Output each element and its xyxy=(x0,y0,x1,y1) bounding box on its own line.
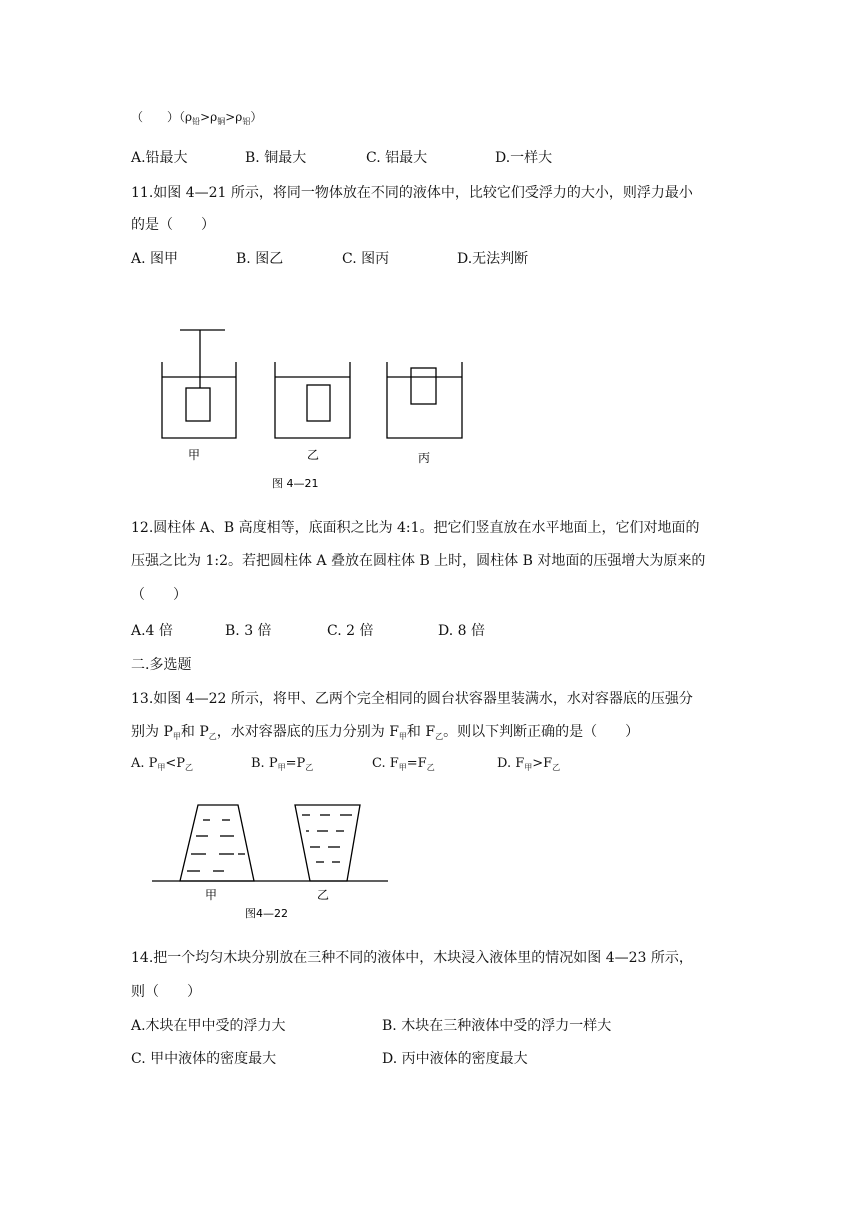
q10-option-d: D.一样大 xyxy=(495,150,553,166)
q11-option-c: C. 图丙 xyxy=(342,251,390,267)
q13-option-a: A. $P_甲<P_乙$ xyxy=(131,756,194,772)
q10-stem: （ ）$(\rho_铅>\rho_铜>\rho_铝)$ xyxy=(131,110,263,126)
q13-line2: 别为 $P_甲$和 $P_乙$，水对容器底的压力分别为 $F_甲$和 $F_乙$。则以下判断正确的是（ ） xyxy=(131,724,640,741)
fig22-label-yi: 乙 xyxy=(317,888,330,902)
q10-option-b: B. 铜最大 xyxy=(245,150,307,166)
section-title-multi-choice: 二.多选题 xyxy=(131,657,192,673)
fig21-caption: 图 4—21 xyxy=(272,477,319,490)
q12-line2: 压强之比为 1:2。若把圆柱体 A 叠放在圆柱体 B 上时，圆柱体 B 对地面的压强增大为原来的 xyxy=(131,553,706,569)
q11-option-d: D.无法判断 xyxy=(457,251,529,267)
q14-option-d: D. 丙中液体的密度最大 xyxy=(382,1051,528,1067)
q11-option-a: A. 图甲 xyxy=(131,251,179,267)
rho-symbol: ρ xyxy=(185,110,193,124)
q14-option-a: A.木块在甲中受的浮力大 xyxy=(131,1018,286,1034)
q13-option-d: D. $F_甲>F_乙$ xyxy=(497,756,561,772)
sub-copper: 铜 xyxy=(217,117,226,126)
fig22-label-jia: 甲 xyxy=(205,888,218,902)
q14-line2: 则（ ） xyxy=(131,984,201,1000)
fig21-label-yi: 乙 xyxy=(307,448,320,462)
q12-option-a: A.4 倍 xyxy=(131,623,173,639)
q10-option-c: C. 铝最大 xyxy=(366,150,428,166)
q12-option-c: C. 2 倍 xyxy=(327,623,374,639)
q12-line1: 12.圆柱体 A、B 高度相等，底面积之比为 4:1。把它们竖直放在水平地面上，它们对地面的 xyxy=(131,520,700,536)
figure-4-21 xyxy=(150,322,480,492)
q13-option-c: C. $F_甲=F_乙$ xyxy=(372,756,435,772)
q10-paren: （ ）（ xyxy=(131,110,186,124)
fig22-caption: 图4—22 xyxy=(245,907,288,920)
sub-al: 铝 xyxy=(242,117,251,126)
q13-line1: 13.如图 4—22 所示，将甲、乙两个完全相同的圆台状容器里装满水，水对容器底的压强分 xyxy=(131,691,693,707)
q11-line2: 的是（ ） xyxy=(131,217,215,233)
fig21-label-jia: 甲 xyxy=(188,448,201,462)
q14-option-c: C. 甲中液体的密度最大 xyxy=(131,1051,277,1067)
q11-line1: 11.如图 4—21 所示，将同一物体放在不同的液体中，比较它们受浮力的大小，则浮力最小 xyxy=(131,185,693,201)
fig21-label-bing: 丙 xyxy=(418,451,431,465)
q11-option-b: B. 图乙 xyxy=(236,251,284,267)
q13-option-b: B. $P_甲=P_乙$ xyxy=(251,756,314,772)
q12-line3: （ ） xyxy=(131,587,187,603)
q14-option-b: B. 木块在三种液体中受的浮力一样大 xyxy=(382,1018,612,1034)
figure-4-22 xyxy=(150,800,395,925)
q12-option-b: B. 3 倍 xyxy=(225,623,272,639)
q10-option-a: A.铅最大 xyxy=(131,150,188,166)
sub-lead: 铅 xyxy=(192,117,201,126)
q12-option-d: D. 8 倍 xyxy=(438,623,485,639)
q14-line1: 14.把一个均匀木块分别放在三种不同的液体中，木块浸入液体里的情况如图 4—23 所示， xyxy=(131,950,693,966)
